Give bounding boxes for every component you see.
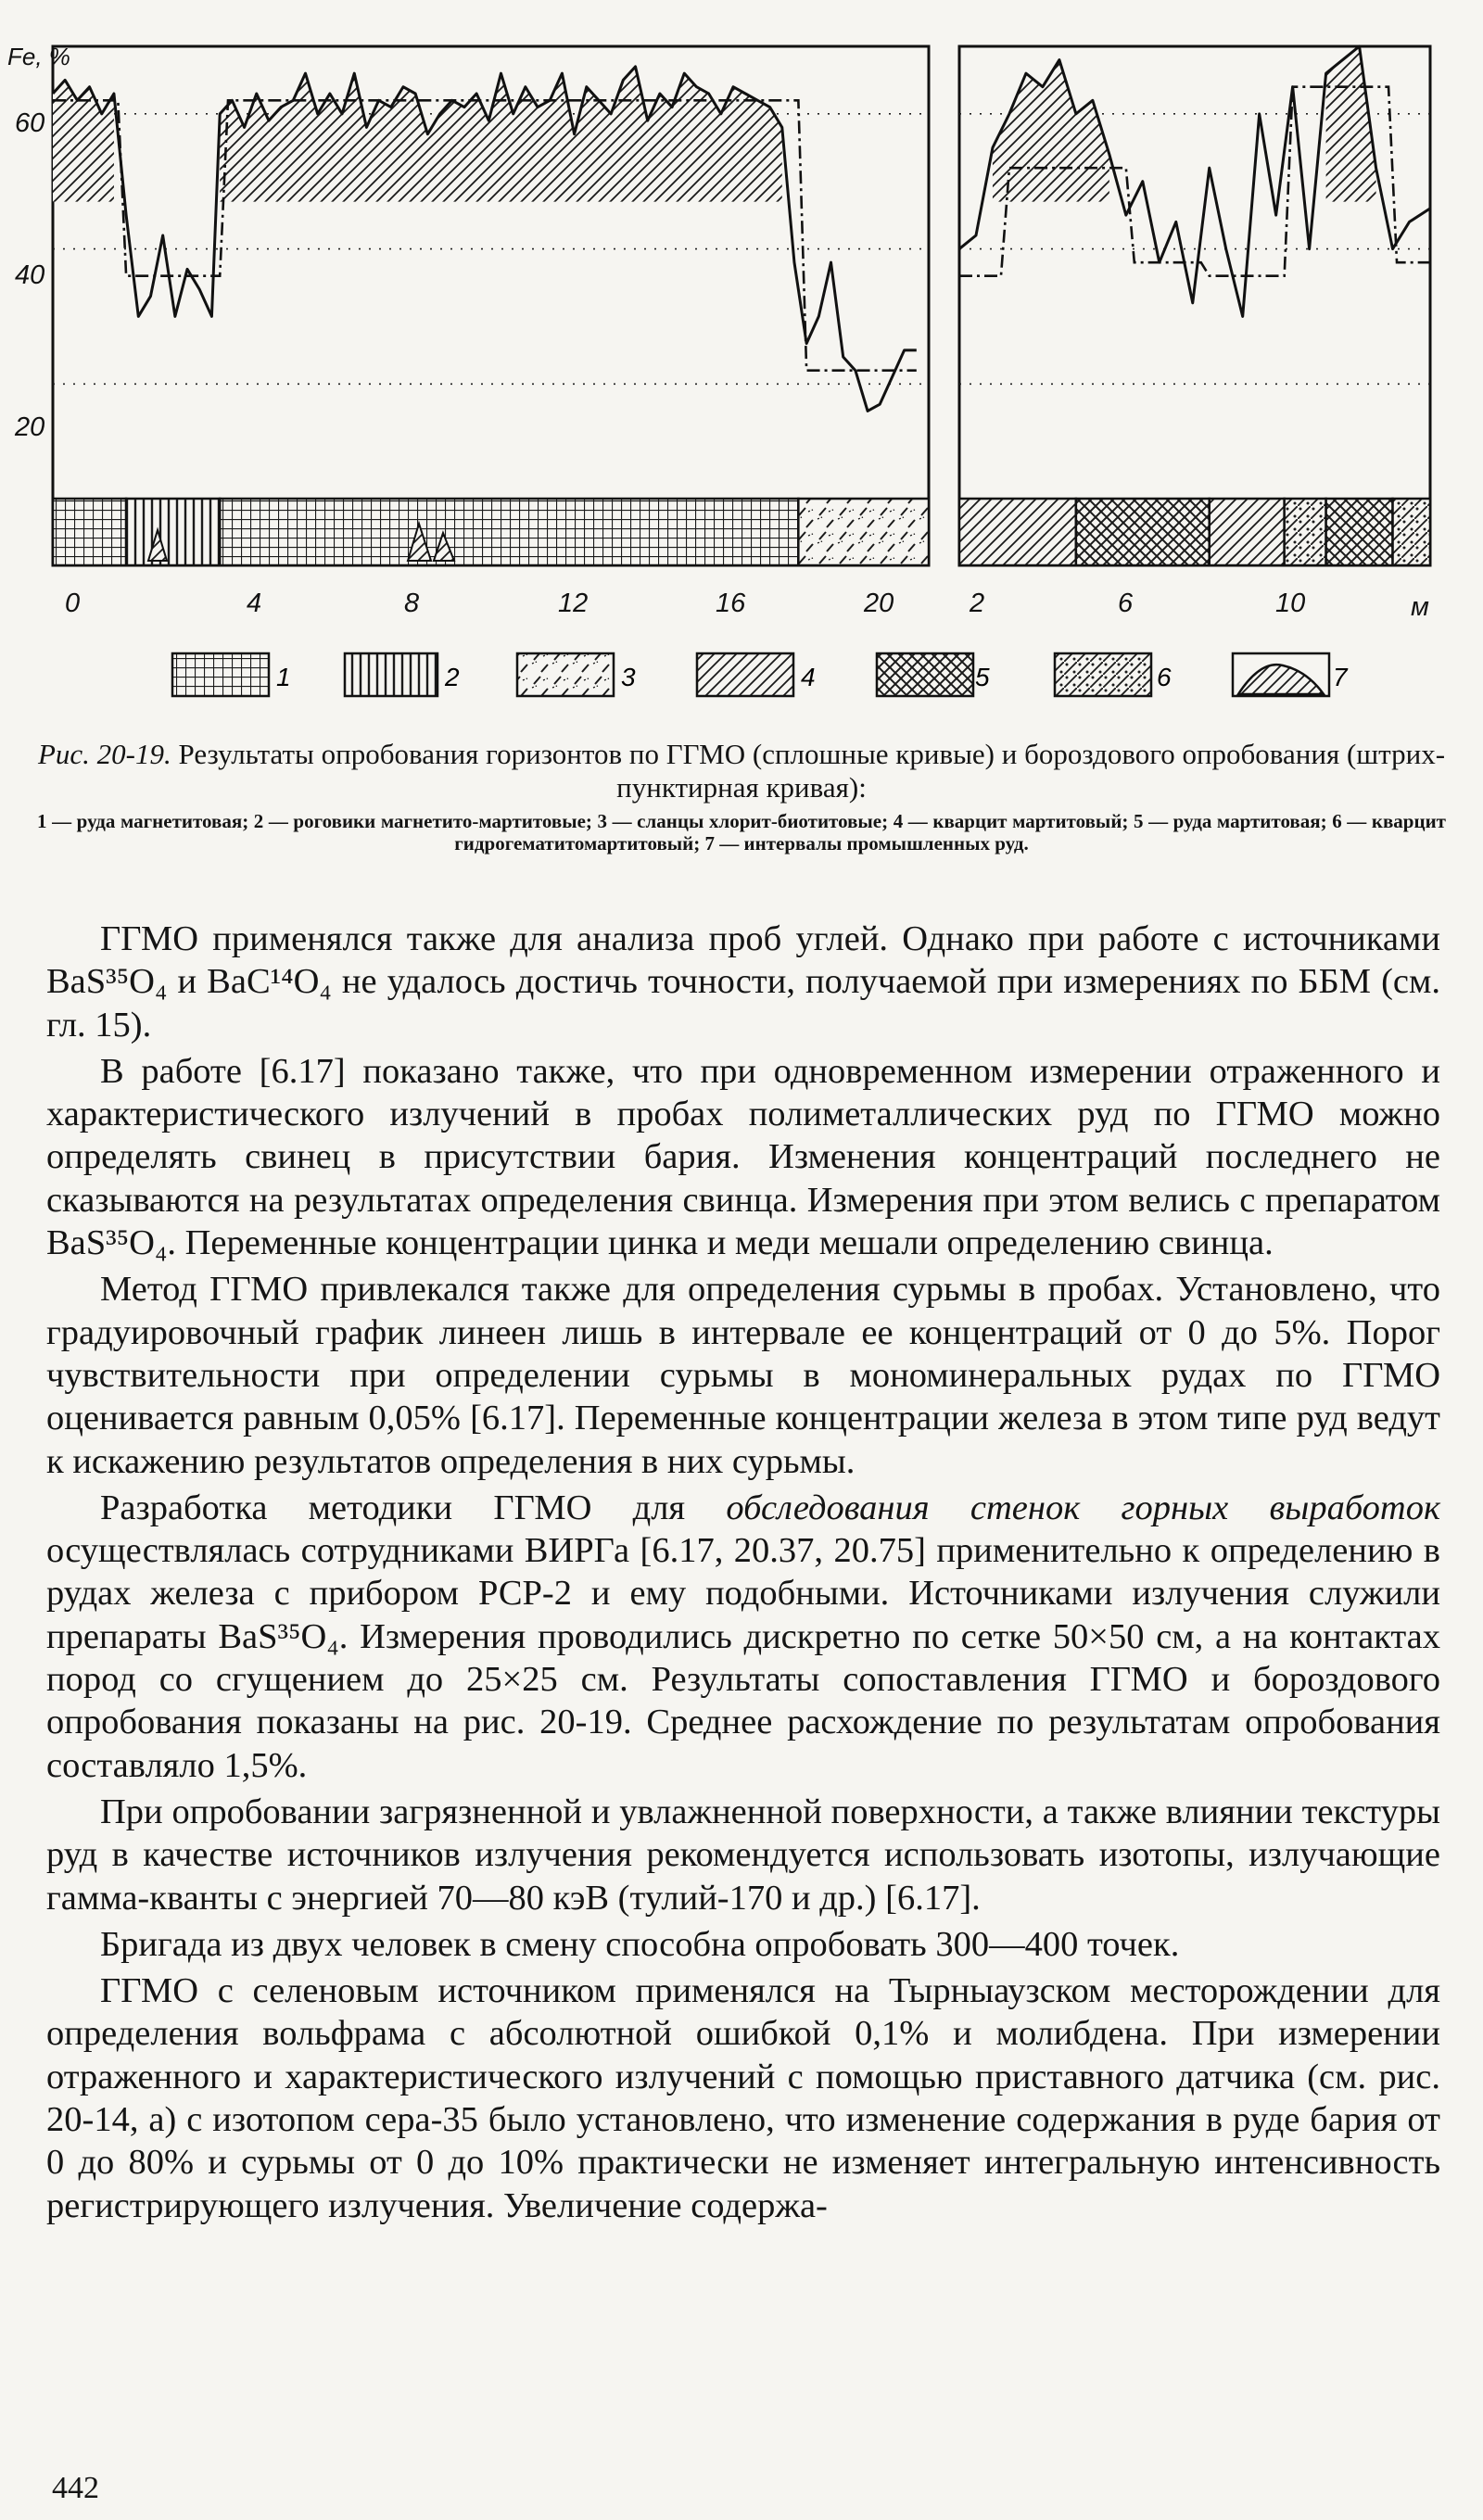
x-tick-r10: 10 — [1275, 589, 1306, 618]
x-tick-20: 20 — [864, 589, 894, 618]
figure-caption — [37, 738, 1446, 855]
left-band-2 — [126, 499, 220, 565]
y-axis-label: Fe, % — [7, 43, 70, 70]
legend-swatch-5 — [877, 653, 973, 696]
paragraph-4-end: осуществлялась сотрудниками ВИРГа [6.17, 20.37, 20.75] применительно к определению в рудах железа с прибором РСР-2 и ему подобными. Источниками излучения служили препараты BaS³⁵O₄. Измерения проводились дискретно по сетке 50×50 см, а на контактах пород со сгущением до 25×25 см. Результаты сопоставления ГГМО и бороздового опробования показаны на рис. 20-19. Среднее расхождение по результатам опробования составляло 1,5%. — [46, 1531, 1440, 1785]
x-tick-16: 16 — [716, 589, 746, 618]
y-tick-60: 60 — [15, 108, 45, 138]
caption-legend: 1 — руда магнетитовая; 2 — роговики магнетито-мартитовые; 3 — сланцы хлорит-биотитовые; 4 — кварцит мартитовый; 5 — руда мартитовая; 6 — кварцит гидрогематитомартитовый; 7 — интервалы промышленных руд. — [37, 810, 1446, 855]
paragraph-4-emphasis: обследования стенок горных выработок — [726, 1488, 1440, 1527]
paragraph-3: Метод ГГМО привлекался также для определения сурьмы в пробах. Установлено, что градуировочный график линеен лишь в интервале ее концентраций от 0 до 5%. Порог чувствительности при определении сурьмы в мономинеральных рудах по ГГМО оценивается равным 0,05% [6.17]. Переменные концентрации железа в этом типе руд ведут к искажению результатов определения в них сурьмы. — [46, 1270, 1440, 1481]
right-band-3 — [1210, 499, 1285, 565]
x-tick-4: 4 — [247, 589, 262, 618]
paragraph-1: ГГМО применялся также для анализа проб углей. Однако при работе с источниками BaS³⁵O₄ и BaC¹⁴O₄ не удалось достичь точности, получаемой при измерениях по ББМ (см. гл. 15). — [46, 919, 1440, 1045]
right-band-4 — [1285, 499, 1326, 565]
right-band-6 — [1393, 499, 1430, 565]
legend-num-2: 2 — [445, 663, 460, 691]
legend-swatch-3 — [517, 653, 614, 696]
left-band-3 — [220, 499, 798, 565]
caption-text: Результаты опробования горизонтов по ГГМО (сплошные кривые) и бороздового опробования (штрих-пунктирная кривая): — [178, 738, 1446, 804]
left-band-1 — [53, 499, 126, 565]
legend-num-7: 7 — [1333, 663, 1348, 691]
right-ore-intervals — [993, 46, 1376, 202]
left-band-4 — [798, 499, 929, 565]
y-tick-40: 40 — [15, 260, 45, 290]
legend-num-3: 3 — [621, 663, 636, 691]
caption-main — [37, 738, 1446, 804]
paragraph-7: ГГМО с селеновым источником применялся на Тырныаузском месторождении для определения вольфрама с абсолютной ошибкой 0,1% и молибдена. При измерении отраженного и характеристического излучений с помощью приставного датчика (см. рис. 20-14, а) с изотопом сера-35 было установлено, что изменение содержания в руде бария от 0 до 80% и сурьмы от 0 до 10% практически не изменяет интегральную интенсивность регистрирующего излучения. Увеличение содержа- — [46, 1971, 1440, 2225]
page-number: 442 — [52, 2471, 99, 2505]
legend-swatch-1 — [172, 653, 269, 696]
legend-swatch-4 — [697, 653, 793, 696]
y-tick-20: 20 — [15, 412, 45, 442]
legend-num-1: 1 — [276, 663, 291, 691]
legend-swatch-2 — [345, 653, 437, 696]
x-tick-8: 8 — [404, 589, 420, 618]
legend-num-6: 6 — [1157, 663, 1172, 691]
body-text — [46, 918, 1440, 2227]
paragraph-5: При опробовании загрязненной и увлажненной поверхности, а также влиянии текстуры руд в качестве источников излучения рекомендуется использовать изотопы, излучающие гамма-кванты с энергией 70—80 кэВ (тулий-170 и др.) [6.17]. — [46, 1792, 1440, 1918]
paragraph-4-start: Разработка методики ГГМО для — [100, 1488, 727, 1527]
x-tick-r6: 6 — [1118, 589, 1134, 618]
legend-num-4: 4 — [801, 663, 816, 691]
left-ore-shading — [53, 67, 782, 202]
paragraph-6: Бригада из двух человек в смену способна опробовать 300—400 точек. — [100, 1924, 1180, 1964]
legend-num-5: 5 — [975, 663, 990, 691]
left-ore-intervals — [53, 67, 782, 202]
caption-label: Рис. 20-19. — [37, 738, 171, 770]
paragraph-2: В работе [6.17] показано также, что при одновременном измерении отраженного и характеристического излучений в пробах полиметаллических руд по ГГМО можно определять свинец в присутствии бария. Изменения концентраций последнего не сказываются на результатах определения свинца. Измерения при этом велись с препаратом BaS³⁵O₄. Переменные концентрации цинка и меди мешали определению свинца. — [46, 1051, 1440, 1263]
right-ore-shading — [993, 46, 1376, 202]
right-band-2 — [1076, 499, 1210, 565]
right-band-1 — [959, 499, 1076, 565]
x-tick-12: 12 — [558, 589, 589, 618]
legend — [172, 653, 1349, 696]
x-unit: м — [1411, 592, 1429, 622]
right-band-5 — [1326, 499, 1393, 565]
x-tick-r2: 2 — [970, 589, 985, 618]
x-tick-0: 0 — [65, 589, 81, 618]
legend-swatch-6 — [1055, 653, 1151, 696]
paragraph-4 — [46, 1487, 1440, 1787]
